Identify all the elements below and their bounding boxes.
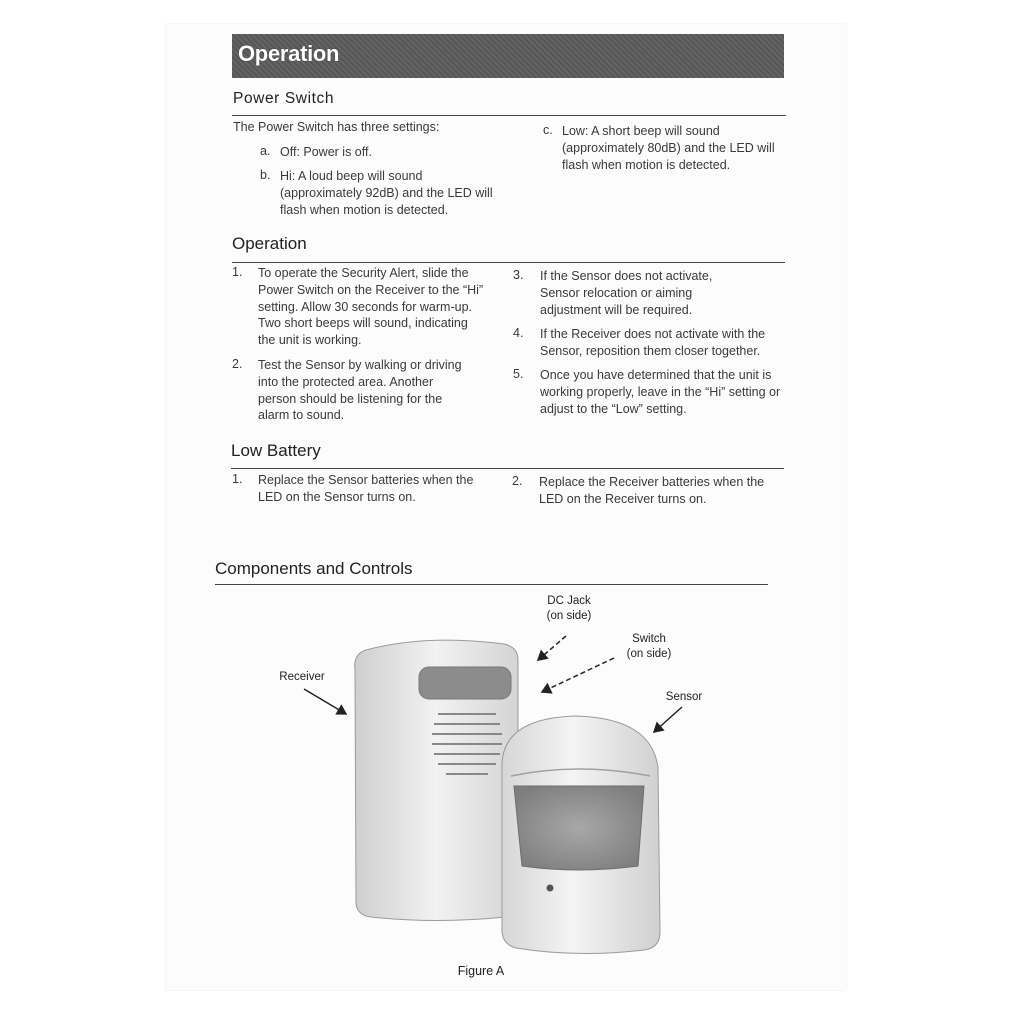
operation-item-4-text: If the Receiver does not activate with the Sensor, reposition them closer together. xyxy=(540,327,766,358)
operation-item-3-num: 3. xyxy=(513,268,524,282)
operation-item-1-text: To operate the Security Alert, slide the Power Switch on the Receiver to the “Hi” setting. Allow 30 seconds for warm-up. Two short beeps will sound, indicating the unit is working. xyxy=(258,266,484,348)
figure-a-illustration xyxy=(166,24,846,990)
sensor-unit xyxy=(502,716,660,954)
dc-jack-label-line2: (on side) xyxy=(546,610,592,622)
battery-item-1-num: 1. xyxy=(232,472,243,486)
receiver-unit xyxy=(355,640,518,920)
battery-item-2-text: Replace the Receiver batteries when the LED on the Receiver turns on. xyxy=(539,475,765,506)
manual-page xyxy=(166,24,846,990)
banner-title: Operation xyxy=(238,41,340,66)
power-item-c-letter: c. xyxy=(543,123,553,137)
operation-item-2-num: 2. xyxy=(232,357,243,371)
operation-item-3-text: If the Sensor does not activate, Sensor relocation or aiming adjustment will be required. xyxy=(540,269,713,317)
power-item-a-text: Off: Power is off. xyxy=(280,145,372,159)
switch-label-line2: (on side) xyxy=(626,648,672,660)
power-switch-heading: Power Switch xyxy=(233,90,335,107)
receiver-speaker-grille xyxy=(432,714,502,774)
power-switch-intro: The Power Switch has three settings: xyxy=(233,120,440,134)
power-item-a-letter: a. xyxy=(260,144,271,158)
operation-item-2-text: Test the Sensor by walking or driving into the protected area. Another person should be listening for the alarm to sound. xyxy=(258,358,462,423)
low-battery-heading: Low Battery xyxy=(231,441,321,460)
sensor-led xyxy=(547,885,554,892)
dc-jack-arrow xyxy=(538,636,566,660)
switch-label-line1: Switch xyxy=(632,633,666,645)
sensor-arrow xyxy=(654,707,682,732)
power-item-b-letter: b. xyxy=(260,168,271,182)
receiver-arrow xyxy=(304,689,346,714)
battery-item-2-num: 2. xyxy=(512,474,523,488)
dc-jack-label xyxy=(536,594,602,624)
switch-arrow xyxy=(542,658,614,692)
operation-item-5-num: 5. xyxy=(513,367,524,381)
operation-heading: Operation xyxy=(232,234,307,253)
operation-item-5-text: Once you have determined that the unit is working properly, leave in the “Hi” setting or adjust to the “Low” setting. xyxy=(540,368,781,416)
sensor-label: Sensor xyxy=(665,691,703,703)
receiver-label: Receiver xyxy=(279,671,325,683)
sensor-lens xyxy=(514,786,644,870)
receiver-led-window xyxy=(419,667,511,699)
operation-item-4-num: 4. xyxy=(513,326,524,340)
power-item-b-text: Hi: A loud beep will sound (approximately 92dB) and the LED will flash when motion is detected. xyxy=(280,169,493,217)
dc-jack-label-line1: DC Jack xyxy=(547,595,591,607)
power-item-c-text: Low: A short beep will sound (approximately 80dB) and the LED will flash when motion is detected. xyxy=(562,124,775,172)
operation-item-1-num: 1. xyxy=(232,265,243,279)
components-heading: Components and Controls xyxy=(215,559,413,578)
figure-caption: Figure A xyxy=(457,964,505,978)
battery-item-1-text: Replace the Sensor batteries when the LED on the Sensor turns on. xyxy=(258,473,474,504)
switch-label xyxy=(616,632,682,662)
